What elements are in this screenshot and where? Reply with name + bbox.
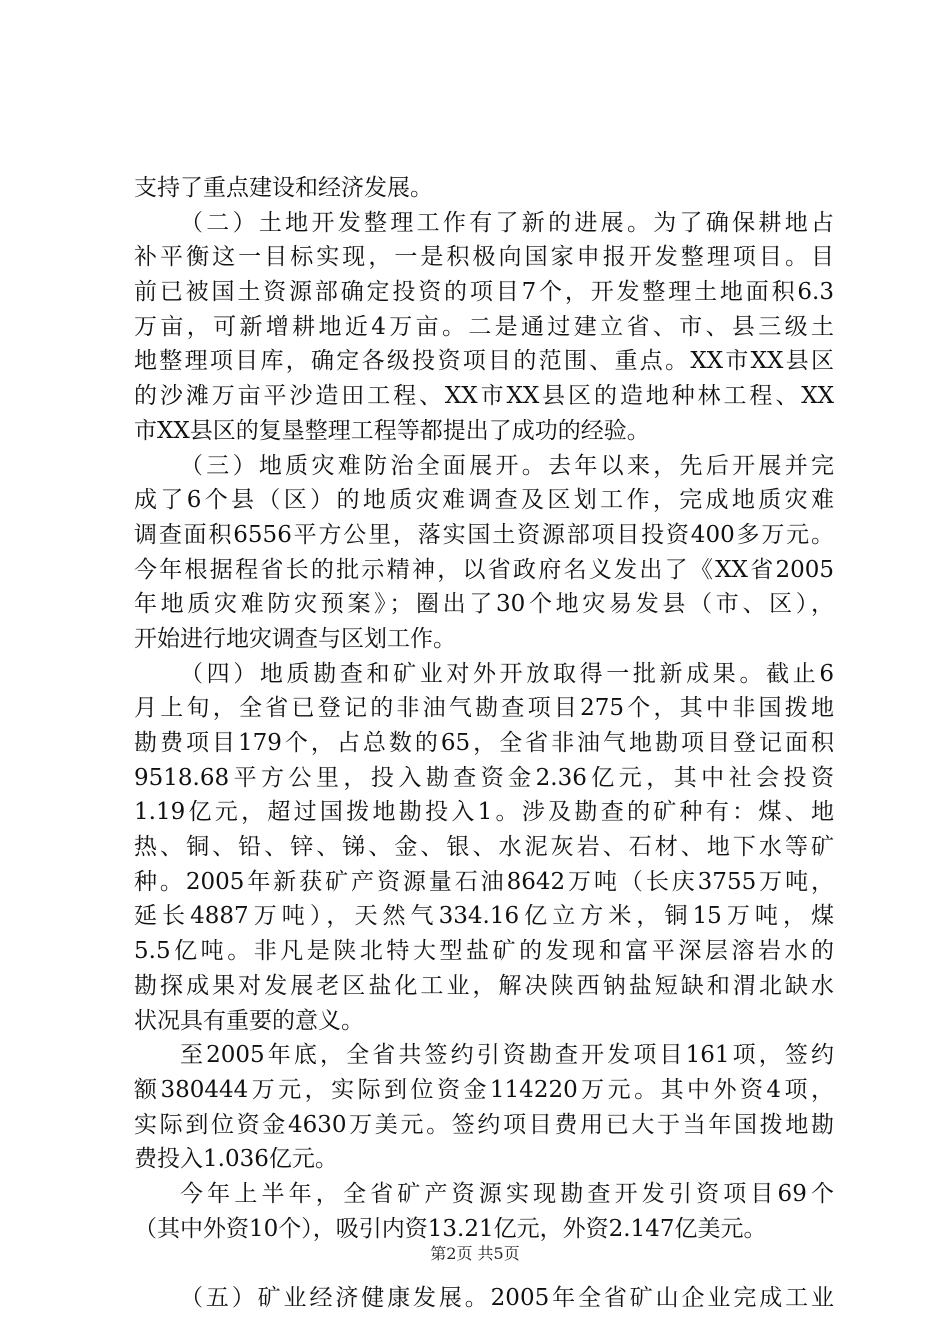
text-line: 年地质灾难防灾预案》；圈出了30个地灾易发县（市、区），: [134, 591, 834, 618]
page-footer: [0, 1243, 950, 1265]
text-line: 市XX县区的复垦整理工程等都提出了成功的经验。: [134, 417, 650, 444]
text-line: 额380444万元，实际到位资金114220万元。其中外资4项，: [134, 1076, 834, 1103]
text-line: 万亩，可新增耕地近4万亩。二是通过建立省、市、县三级土: [134, 313, 834, 340]
text-line: 种。2005年新获矿产资源量石油8642万吨（长庆3755万吨，: [134, 868, 834, 895]
text-line: 的沙滩万亩平沙造田工程、XX市XX县区的造地种林工程、XX: [134, 383, 834, 410]
text-line: 地整理项目库，确定各级投资项目的范围、重点。XX市XX县区: [134, 348, 834, 375]
text-line: （二）土地开发整理工作有了新的进展。为了确保耕地占: [180, 209, 834, 236]
text-line: 实际到位资金4630万美元。签约项目费用已大于当年国拨地勘: [134, 1111, 834, 1138]
text-line: 补平衡这一目标实现，一是积极向国家申报开发整理项目。目: [134, 244, 834, 271]
text-line: （五）矿业经济健康发展。2005年全省矿山企业完成工业: [180, 1285, 834, 1311]
text-line: 调查面积6556平方公里，落实国土资源部项目投资400多万元。: [134, 521, 834, 548]
text-line: 开始进行地灾调查与区划工作。: [134, 625, 456, 652]
text-line: 延长4887万吨），天然气334.16亿立方米，铜15万吨，煤: [134, 903, 834, 930]
text-line: 勘探成果对发展老区盐化工业，解决陕西钠盐短缺和渭北缺水: [134, 972, 834, 999]
body-text: [134, 171, 834, 1316]
text-line: 今年根据程省长的批示精神，以省政府名义发出了《XX省2005: [134, 556, 834, 583]
text-line: 今年上半年，全省矿产资源实现勘查开发引资项目69个: [180, 1180, 834, 1207]
text-line: 费投入1.036亿元。: [134, 1146, 338, 1173]
text-line: 状况具有重要的意义。: [134, 1007, 364, 1034]
text-line: 1.19亿元，超过国拨地勘投入1。涉及勘查的矿种有：煤、地: [134, 799, 834, 826]
text-line: 9518.68平方公里，投入勘查资金2.36亿元，其中社会投资: [134, 764, 834, 791]
text-line: 月上旬，全省已登记的非油气勘查项目275个，其中非国拨地: [134, 695, 834, 722]
text-line: 热、铜、铅、锌、锑、金、银、水泥灰岩、石材、地下水等矿: [134, 834, 834, 861]
text-line: 勘费项目179个，占总数的65，全省非油气地勘项目登记面积: [134, 730, 834, 756]
text-line: 成了6个县（区）的地质灾难调查及区划工作，完成地质灾难: [134, 487, 834, 514]
text-line: （四）地质勘查和矿业对外开放取得一批新成果。截止6: [180, 660, 834, 687]
text-line: 支持了重点建设和经济发展。: [134, 175, 433, 201]
text-line: 5.5亿吨。非凡是陕北特大型盐矿的发现和富平深层溶岩水的: [134, 938, 834, 965]
page-number-label: 第2页 共5页: [430, 1244, 520, 1263]
text-line: （其中外资10个），吸引内资13.21亿元，外资2.147亿美元。: [134, 1215, 767, 1242]
text-line: 至2005年底，全省共签约引资勘查开发项目161项，签约: [180, 1042, 834, 1069]
text-line: 前已被国土资源部确定投资的项目7个，开发整理土地面积6.3: [134, 279, 834, 306]
text-line: （三）地质灾难防治全面展开。去年以来，先后开展并完: [180, 452, 834, 479]
